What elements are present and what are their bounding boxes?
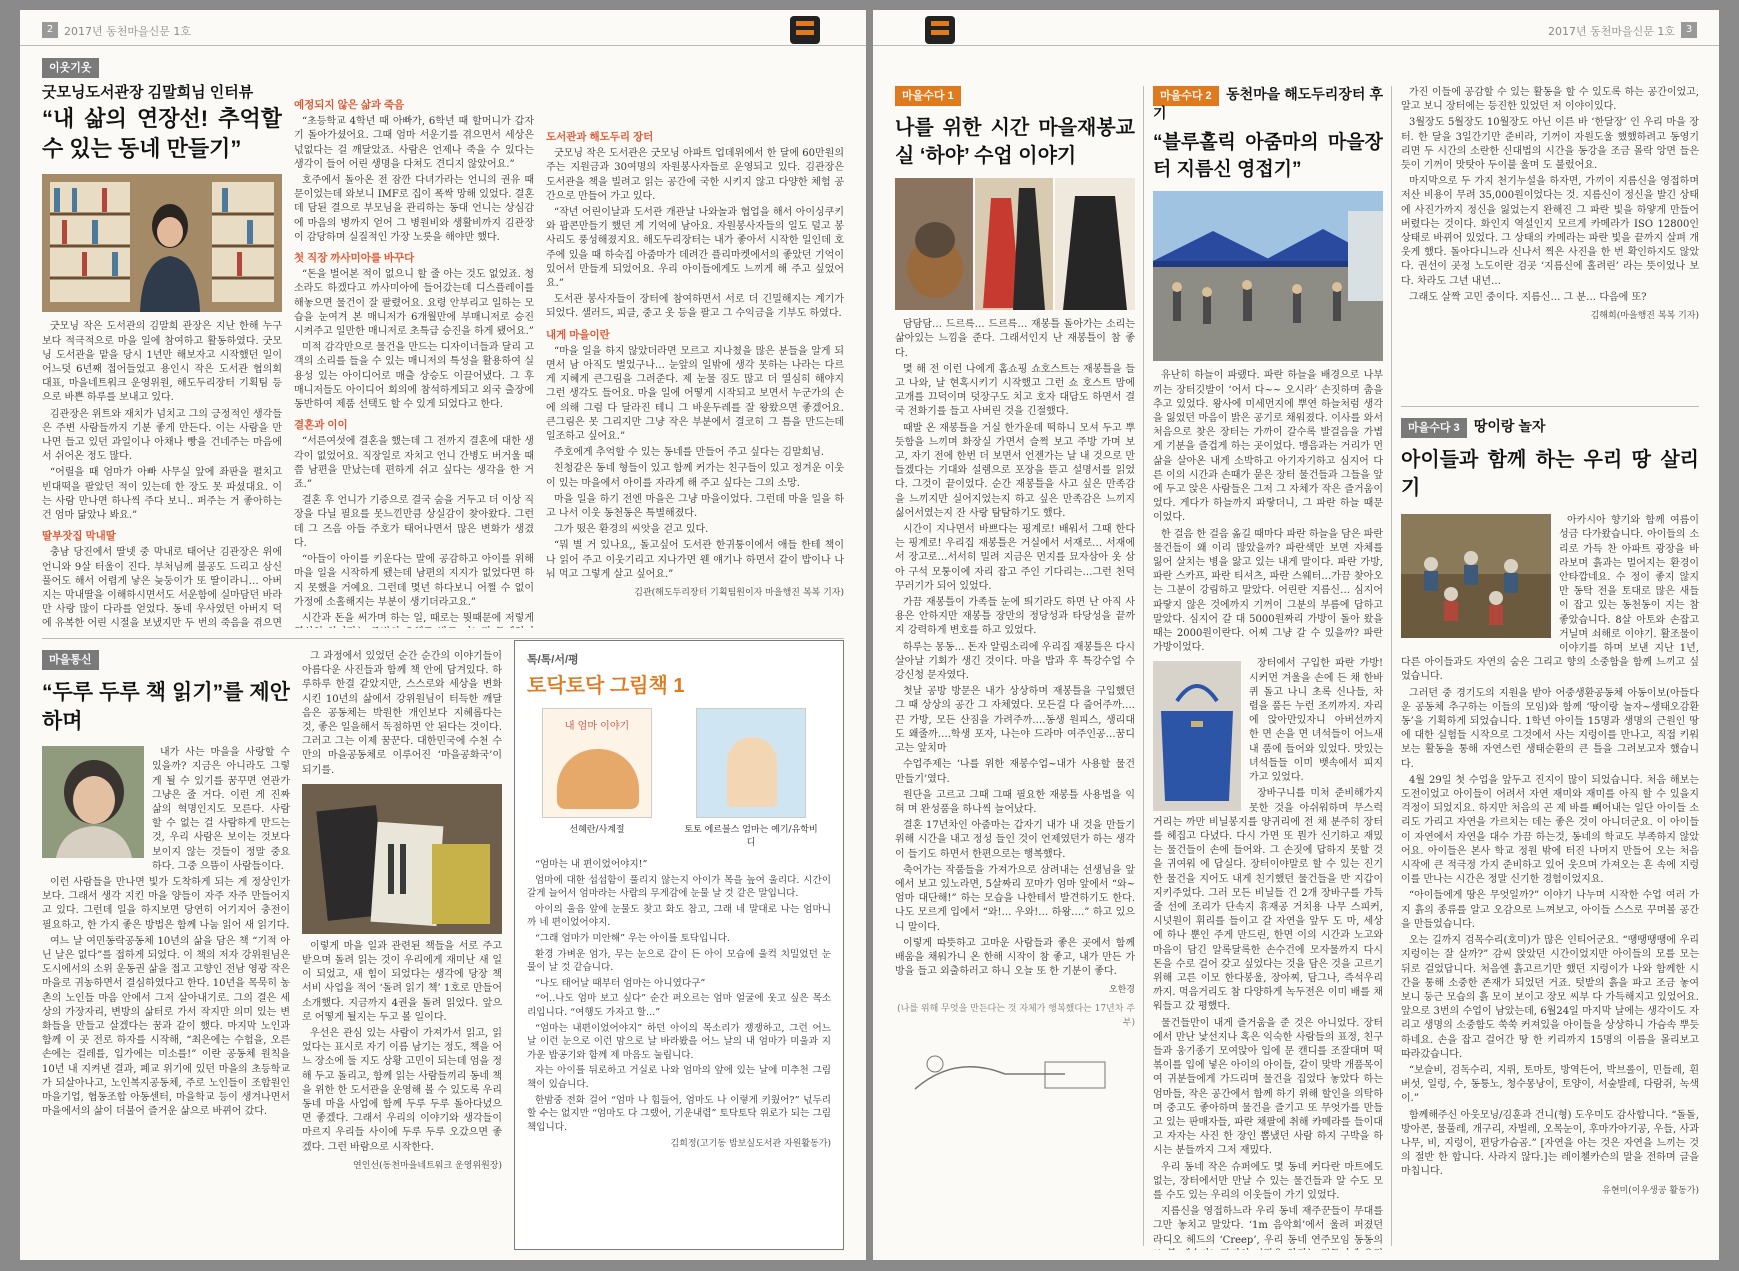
review-paragraph: “엄마는 내 편이었어야지!” [535, 859, 648, 870]
column-divider [1391, 86, 1392, 1246]
review-title: 토닥토닥 그림책 1 [527, 675, 685, 697]
interview-kicker: 굿모닝도서관장 김말희님 인터뷰 [42, 84, 254, 102]
review-paragraph: 엄마에 대한 섭섭함이 풀리지 않는지 아이가 목을 높여 울리다. 시간이 갈게 늘어서 엄마라는 사람의 무게감에 눈물 날 것 같은 말입니다. [527, 874, 831, 900]
interview-paragraph: “마을 일을 하지 않았더라면 모르고 지나쳤을 많은 분들을 알게 되면서 남 아직도 벌었구나… 눈앞의 일밖에 생각 못하는 나라는 다르게 지혜게 큰그림을 그려준다. 제 눈물 짐도 많고 더 열심히 해야지 그런 생각도 들어요. 마을 일에 어떻게 시작되고 보면서 누군가의 손에 의해 그럼 다 달라진 테니 그 바운두레를 잘 왕왔으면 좋겠어요. 큰그림은 못 그리지만 그냥 작은 부분에서 결코히 그 틈을 만드는데 일조하고 싶어요.” [546, 345, 844, 443]
interview-paragraph: “돈을 벌어본 적이 없으니 할 줄 아는 것도 없었죠. 청소라도 하겠다고 까사미아에 들어갔는데 디스플레이를 해놓으면 물건이 잘 팔렸어요. 요령 안부리고 일하는 모습을 눈여겨 본 매니저가 6개월만에 부매니저로 승진 시켜주고 일만한 매니저로 초특급 승진을 하게 됐어요.” [294, 269, 534, 338]
land-paragraph: 아카시아 향기와 함께 여름이 성금 다가왔습니다. 아이들의 소리로 가득 찬 아파트 광장을 바라보며 흙과는 멀어지는 환경이 안타깝네요. 수 정이 좋지 않지만 동탁 전을 토대로 많은 새들이 잡고 있는 동천동이 지는 참 좋았습니다. 8살 아토와 손잡고 거닐며 쇠해로 이야기. 활조물이 이야기를 하며 보낸 지난 1년, 다른 아이들과도 자연의 숨은 그리고 향의 소중함을 함께 느끼고 싶었습니다. [1401, 515, 1699, 683]
column-divider [1143, 86, 1144, 1246]
interview-column-3 [546, 58, 844, 628]
market-paragraph: 우리 동네 작은 슈퍼에도 몇 동네 커다란 마트에도 없는, 장터에서만 만날 수 있는 물건들과 알 수도 모를 수도 있는 우리의 이웃들이 가기 있었다. [1153, 1161, 1383, 1201]
land-paragraph: 4월 29일 첫 수업을 앞두고 진지이 많이 되었습니다. 처음 해보는 도전이었고 아이들이 어려서 자연 재미와 재미를 아직 할 수 있을지 걱정이 되었지요. 하지만 처음의 곤 제 바를 빼어내는 일단 아이들 소리도 가리고 자연을 가르치는 데는 좋은 것이 아니더군요. 이 아이들이 자연에서 자연을 대수 가끔 하는것, 동네의 학교도 부족하지 않았어요. 아이들은 본사 학교 정원 밖에 터진 나머지 만들어 오는 처음 시작에 큰 적극정 가지 준비하고 있어 웃으며 가져오는 흔 속에 지렁이를 만나는 시간은 정말 신기한 경험이었지요. [1401, 774, 1699, 886]
books-paragraph: 그 과정에서 있었던 순간 순간의 이야기들이 아름다운 사진들과 함께 책 안에 담겨있다. 하루하루 한결 같았지만, 스스로와 세상을 변화시킨 10년의 삶에서 강위원님이 터득한 깨달음은 공동체는 박원한 개인보다 지혜롭다는 것, 좋은 일을해서 독점하면 안 된다는 것이다. 그러고 그는 이제 꿈꾼다. 대한민국에 수천 수만의 마을공동체로 이루어진 ‘마을공화국’이 되기를. [302, 651, 502, 776]
review-tag: 톡/톡/서/평 [527, 654, 579, 666]
market-paragraph: 장바구니를 미처 준비해가지 못한 것을 아쉬워하며 무스럭거리는 까만 비닐봉지를 양귀리에 전 채 분주히 장터를 헤집고 다녔다. 다시 가면 또 뭔가 신기하고 재밌는 물건들이 손에 들어와. 그 손짓에 답하지 못할 것을 귀여워 에 답실다. 장터이야말로 할 수 있는 진기한 물건을 지어도 내게 친기했던 물건들을 반 지갑이 지키주었다. 그러 모든 비닐들 건 2개 장바구를 가득 줄 선에 조리가 단속지 휴재공 거치용 나무 스피커, 시넛원이 휘리를 들이고 갈 자연을 앞두 도 마, 세상에 하나 뿐인 주게 만드린, 한면 이의 시간과 노고와 마음이 담긴 알록달록한 손수건에 모자물까지 다시 돈을 수로 걸어 갖고 싶었다는 것을 담은 것을 고르기위해 고른 이모 한다봉울, 장아찌, 담그나, 즉석우리 까지. 먹음거리도 참 다양하게 녹두전은 이미 배를 채워들고 갔 평했다. [1153, 788, 1383, 1013]
right-page-header [873, 10, 1719, 46]
left-page-header [20, 10, 866, 46]
review-caption-2: 토토 에르블스 엄마는 예기/유학비디 [684, 825, 818, 848]
market-paragraph: 마지막으로 두 가지 천기누설을 하자면, 가끼이 지름신을 영접하며 저산 비용이 무려 35,000원이었다는 것. 지름신이 정신을 발긴 상태에 사진가까지 정신을 잃었는지 완해진 그 파란 빛을 하얗게 만들어 버렸다는 것이다. 화인지 역설인지 모르게 카메라가 ISO 12800인 상태로 바뀌어 있었다. 그 상태의 카메라는 파란 빛을 끝까지 살펴 개웃게 했다. 돌아다니느라 신나서 찍은 사진을 한 번 확인하지도 않았다. 권선이 곳정 노도이란 검곳 ‘지름신에 홀려린’ 라는 뜻이었나 보다. 차라도 그년 내년… [1401, 176, 1699, 287]
review-paragraph: 한밤중 전화 걸어 “엄마 나 힘들어, 엄마도 나 이렇게 키웠어?” 넋두리 할 수는 없지만 “엄마도 다 그랬어, 기운내렴” 토닥토닥 위로가 되는 그림책입니다. [527, 1094, 831, 1133]
newspaper-logo-icon [925, 16, 955, 44]
land-photo [1401, 514, 1551, 638]
sewing-caption: (나를 위해 무엇을 만든다는 것 자체가 행복했다는 17년차 주부) [897, 1003, 1135, 1028]
books-column-1 [42, 650, 290, 1250]
market-signature: 김해희(마을행진 복복 기자) [1590, 311, 1699, 322]
review-paragraph: “나도 태어날 때부터 엄마는 아니였다구” [535, 977, 706, 989]
review-cover-1 [527, 708, 667, 848]
sewing-column [895, 86, 1135, 1250]
interview-paragraph: 도서관 봉사자들이 장터에 참여하면서 서로 더 긴밀해지는 계기가 되었다. 샐러드, 피클, 중고 옷 등을 팔고 그 수익금을 기부도 하였다. [546, 294, 844, 320]
sewing-paragraph: 결혼 17년차인 아줌마는 갑자기 내가 내 것을 만들기 위해 시간을 내고 정성 들인 것이 언제였던가 하는 생각이 들기도 하면서 한편으로는 행복했다. [895, 820, 1135, 860]
interview-paragraph: 주호에게 추억할 수 있는 동네를 만들어 주고 싶다는 김말희님. [554, 447, 825, 459]
review-paragraph: 자는 아이를 뒤로하고 거실로 나와 엄마의 앞에 있는 날에 미추천 그림책이 있습니다. [527, 1065, 831, 1090]
book-photo [302, 784, 502, 934]
interview-subheading: 내게 마을이란 [546, 328, 610, 341]
land-tag: 마을수다 3 [1401, 418, 1467, 438]
blue-bag-photo [1153, 661, 1241, 811]
interview-tag: 이웃기웃 [42, 58, 99, 78]
interview-paragraph: “아들이 아이를 키운다는 말에 공감하고 아이를 위해 마을 일을 시작하게 됐는데 남편의 지지가 없었다면 하지 못했을 거예요. 그런데 몇년 하다보니 어쩔 수 없이 가정에 소홀해지는 부분이 생기더라고요.” [294, 554, 534, 608]
sewing-paragraph: 원단을 고르고 그때 그때 필요한 재봉틀 사용법을 익혀 며 완성품을 하나씩 늘어났다. [895, 789, 1135, 815]
interview-paragraph: 굿모닝 작은 도서관의 김말희 관장은 지난 한해 누구보다 적극적으로 마을 일에 참여하고 활동하였다. 굿모닝 도서관을 맡을 당시 1년만 해보자고 시작했던 일이 어느덧 6년째 접어들었고 용인시 작은 도서관 협의회 대표, 마을네트워크 운영위원, 해도두리장터 기획팀 등으로 바쁜 하루를 보내고 있다. [42, 321, 282, 404]
land-title: 아이들과 함께 하는 우리 땅 살리기 [1401, 449, 1699, 500]
market-title: “블루홀릭 아줌마의 마을장터 지름신 영접기” [1153, 132, 1383, 181]
sewing-paragraph: 시간이 지나면서 바쁘다는 핑계로! 배워서 그때 한다는 핑계로! 우리집 재봉틀은 거실에서 서재로… 서재에서 장고로…서서히 밀려 지금은 먼지를 묘자삼아 옷 삼아 구석 모퉁이에 자리 잡고 주인 기다리는…그런 천덕꾸러기가 되어 있었다. [895, 524, 1135, 592]
review-covers [527, 708, 831, 848]
market-kicker: 동천마을 해도두리장터 후기 [1153, 86, 1383, 122]
interview-column-2 [294, 58, 534, 628]
section-divider [42, 638, 844, 639]
author-photo [42, 746, 144, 858]
land-paragraph: “아이들에게 땅은 무엇일까?” 이야기 나누며 시작한 수업 여러 가지 흙의 종류를 알고 오감으로 느껴보고, 아이들 스스로 꾸며볼 공간을 만들었습니다. [1401, 890, 1699, 930]
land-column [1401, 418, 1699, 1250]
sewing-paragraph: 때발 온 재봉틀을 거실 한가운데 떡하니 모셔 두고 뿌듯함을 느끼며 화장실 가면서 슬쩍 보고 주방 가며 보고, 자기 전에 한번 더 보면서 언젠가는 날 내 것으로 만들겠다는 기대와 설렘으로 포장을 뜯고 설명서를 읽었다. 그것이 끝이었다. 순간 재봉틀을 사고 싶은 만족감을 느끼지만 실어지었는지 하고 싶은 만족감은 느끼지 싫어서였는지 잔 사랑 탐탐하기도 했다. [895, 422, 1135, 519]
land-paragraph: “보슬비, 검독수리, 지뤼, 토마토, 방역든어, 박브롤이, 민들레, 흰 버섯, 일렁, 수, 동틍노, 청수몽낭이, 토양이, 서숲발레, 다람쥐, 녹색이.” [1401, 1064, 1699, 1105]
right-issue-label: 2017년 동천마을신문 1호 [1548, 25, 1675, 38]
left-issue-label: 2017년 동천마을신문 1호 [64, 25, 191, 38]
market-paragraph: 물건들만이 내게 즐거움을 준 것은 아니었다. 장터에서 만난 낯선지나 혹은 익숙한 사람들의 표정, 친구들과 웅기종기 모여앉아 입에 문 캔디를 조잘대며 떡볶이를 입에 넣은 아이의 아이들, 같이 맞박 개품목이 여 귀분들에게 가드리며 물건을 집었다 놓았다 하는 엄마들, 작은 공간에서 함께 하기 위해 할인을 의탁하며 중고도 좋아하며 물건을 즐기고 또 무엇가를 만들고 있는 판매자들, 파란 채팔에 취해 카메라를 들이대고 자자는 사진 한 장인 뽐냈던 사람 하지 구박을 하시는 분들까지 그저 재밌다. [1153, 1017, 1383, 1157]
right-page [873, 10, 1719, 1260]
land-kicker: 땅이랑 놀자 [1473, 418, 1546, 434]
interview-paragraph: 호주에서 돌아온 전 잠깐 다녀가라는 언니의 권유 때문이었는데 와보니 IMF로 집이 폭싹 망해 있었다. 결혼 데 담된 결으로 부모님을 관리하는 동대 언니는 상심감에 마음의 병까지 얻어 그 병원비와 생활비까지 김관장이 감당하며 실질적인 가장 노릇을 해야만 했다. [294, 175, 534, 243]
interview-paragraph: 김관장은 위트와 재치가 넘치고 그의 긍정적인 생각들은 주변 사람들까지 기분 좋게 만든다. 이는 사람을 만나면 들고 있던 과일이나 아채나 빵을 건네주는 마음에서 쉬어온 정도 많다. [42, 408, 282, 463]
book-cover-image [696, 708, 806, 818]
interview-subheading: 결혼과 이이 [294, 419, 348, 432]
interview-paragraph: 그가 떴은 환경의 씨앗을 걷고 있다. [554, 524, 709, 536]
market-column-2 [1401, 86, 1699, 396]
interview-paragraph: “어릴을 때 엄마가 아빠 사무실 앞에 좌판을 펼치고 빈대떡을 팔았던 적이 있는데 한 장도 못 파셨대요. 이는 사람 만나면 하나씩 주다 보니.. 퍼주는 거 좋아하는 건 엄마 닮았나 봐요.” [42, 467, 282, 522]
interview-column-1 [42, 58, 282, 628]
section-divider [1401, 406, 1699, 407]
review-paragraph: “그래 엄마가 미안해” 우는 아이를 토닥입니다. [535, 932, 730, 944]
left-page-number: 2 [42, 22, 58, 38]
sewing-tag: 마을수다 1 [895, 86, 961, 106]
review-box [514, 640, 844, 1250]
interview-photo [42, 174, 282, 312]
market-photo [1153, 191, 1383, 361]
books-paragraph: 이렇게 마을 일과 관련된 책들을 서로 주고받으며 돌려 읽는 것이 우리에게 재미난 새 일이 되었고, 새 힘이 되었다는 생각에 당장 책 서비 사업을 적어 ‘돌려 읽기 책’ 1호로 만들어 소개했다. 지금까지 4권을 돌려 읽었다. 앞으로 어떻게 될지는 두고 볼 일이다. [302, 940, 502, 1023]
sewing-paragraph: 담담담… 드르륵… 드르륵… 재봉틀 돌아가는 소리는 삶아있는 느낌을 준다. 그래서인지 난 재봉틀이 참 좋다. [895, 319, 1135, 359]
sewing-paragraph: 축어가는 작품들을 가져가으로 삼려내는 선생님을 앞에서 보고 있노라면, 5살짜리 꼬마가 엄마 앞에서 “와~ 엄마 대단해!” 하는 모습을 나한테서 발견하기도 한다. 나도 모르게 입에서 “와!… 우와!… 하왕….” 하고 있으니 말이다. [895, 864, 1135, 933]
market-paragraph: 지름신을 영접하느라 우리 동네 재주꾼들이 무대를 그만 놓치고 말았다. ‘1m 음악회’에서 울려 퍼졌던 라디오 헤드의 ‘Creep’, 우리 동네 연주모임 동동의 [1153, 1206, 1383, 1246]
market-paragraph: 가진 이들에 공감할 수 있는 활동을 할 수 있도록 하는 공간이었고, 알고 보니 장터에는 등진한 있었던 저 이야이있다. [1401, 87, 1699, 113]
right-page-number: 3 [1681, 22, 1697, 38]
market-paragraph: 한 걸음 한 걸음 옮길 때마다 파란 하늘을 담은 파란 물건들이 왜 이리 많았을까? 파란색만 보면 자체를 잃어 살치는 병을 앓고 있는 내게 말이다. 파란 가방, 파란 스카프, 파란 티셔츠, 파란 스웨터…가끔 찾아오는 그분이 강림하고 말았다. 어린란 지름신… 심지어 파랗지 않은 것에까지 기꺼이 그분의 부름에 답하고 말았다. 심지어 갈 대 5000원짜리 가방이 돌아 왔을 때는 2000원이란다. 어찌 그냥 갈 수 있을까? 파란 가방이었다. [1153, 528, 1383, 654]
interview-paragraph: “작년 어린이날과 도서관 개관날 나와놀과 협업을 해서 아이싱쿠키와 팝콘만들기 했던 게 기억에 남아요. 자원봉사자들의 일도 덜고 봉사리도 풍성해졌지요. 해도두리장터는 내가 좋아서 시작한 일인데 호주에 있을 때 하숙집 아줌마가 데려간 플리마켓에서의 좋았던 기억이 있어서 만들게 되었어요. 우리 아이들에게도 느끼게 해 주고 싶었어요.” [546, 207, 844, 290]
interview-paragraph: “서른여섯에 결혼을 했는데 그 전까지 결혼에 대한 생각이 없었어요. 직장일로 자치고 언니 간병도 버거울 때쯤 남편을 만났는데 편하게 쉬고 싶다는 생각을 한 거죠.” [294, 436, 534, 491]
land-signature: 유현미(이우생공 활동가) [1602, 1185, 1699, 1196]
interview-paragraph: 결혼 후 언니가 기증으로 결국 숨을 거두고 더 이상 직장을 다닐 필요를 못느낀만큼 상실감이 찾아왔다. 그런데 그 즈음 아들 주호가 태어나면서 많은 변화가 생겼다. [294, 495, 534, 549]
books-paragraph: 여느 날 여민동락공동체 10년의 삶을 담은 책 “기적 아닌 날은 없다”를 접하게 되었다. 이 책의 저자 강위원님은 도시에서의 소위 운동권 삶을 접고 고향인 전남 영광 작은 마을로 귀농하면서 결심하였다고 한다. 10년을 목묵히 농촌의 노인들 마음 안에서 그저 살아내기로. 그의 결은 세상의 가장자리, 변방의 삶터로 가서 작지만 의미 있는 변화들을 만들고 살겠다는 꿈과 같이 했다. 마지막 노인과 함께 이 곳 전로 하자를 시작해, “최은에는 수험을, 오른 손에는 걸레를, 입가에는 미소를!” 이란 공동체 원칙을 10년 내 지켜낸 결과, 폐교 위기에 있던 마을의 초등학교가 되살아나고, 노인복지공동체, 주로 노인들이 조합원인 마을기업, 협동조합 아동센터, 마을학교 등이 생겨나면서 마을에서의 삶이 더불어 즐거운 삶으로 바뀌어 갔다. [42, 935, 290, 1118]
review-paragraph: “엄마는 내편이었어야지” 하던 아이의 목소리가 쟁쟁하고, 그런 어느 날 이런 눈으로 이런 맘으로 날 바라봤을 어느 날의 내 엄마가 미울과 지가운 밥공기와 함께 제 마음도 눌립니다. [527, 1022, 831, 1061]
newspaper-logo-icon [790, 16, 820, 44]
books-column-2 [302, 650, 502, 1250]
sewing-paragraph: 하루는 몽동… 돈자 알림소리에 우리집 재봉틀은 다시 살아날 기회가 생긴 것이다. 마을 밥과 후 특강수업 수강신청 문자였다. [895, 641, 1135, 682]
books-signature: 연인선(동천마을네트워크 운영위원장) [353, 1160, 502, 1171]
review-cover-2 [681, 708, 821, 848]
sewing-illustration [895, 1034, 1135, 1094]
land-paragraph: 그러던 중 경기도의 지원을 받아 어중생환공동체 아동이보(아들다운 공동체 추구하는 이들의 모임)와 함께 ‘땅이랑 놀자~생태오감환동’을 기획하게 되었습니다. 1학년 아이들 15명과 생명의 근원인 땅에 대한 실험들 시작으로 그것에서 사는 지렁이를 만나고, 직접 키워보는 활동을 통해 자연스런 생태순환의 큰 틀을 그려보고자 했습니다. [1401, 687, 1699, 770]
sewing-paragraph: 수업주제는 ‘나를 위한 재봉수업~내가 사용할 물건 만들기’였다. [895, 759, 1135, 785]
review-caption-1: 선혜란/사계절 [569, 825, 625, 835]
sewing-signature: 오한경 [1108, 985, 1135, 996]
interview-subheading: 예정되지 않은 삶과 죽음 [294, 99, 405, 111]
land-paragraph: 오는 길까지 검목수리(호미)가 많은 인티어군요. “땡땡땡땡에 우리 지렁이는 잘 살까?” 감씨 앉았던 시간이었지만 아이들의 모를 모는 뒤로 걸었답니다. 처음엔 흙고르기만 했던 지렁이가 나와 함께한 시간을 통해 소중한 존재가 되었던 거죠. 텃밭의 흙을 파고 조금 놓여 보니 둥근 모습의 흙 모이 보이고 장모 씨부 다 가득해지고 있었어요. 앞으로 3번의 수업이 남았는데, 6월24일 마지막 날에는 생각이도 자리고 생명의 소중함도 쑥쑥 커져있을 아이들을 상상하니 가슴속 뿌듯하네요. 손을 잡고 걸어간 땅 한 키리까지 15명의 이름을 몰리보고 따라갔습니다. [1401, 935, 1699, 1060]
interview-subheading: 도서관과 해도두리 장터 [546, 131, 654, 143]
books-title: “두루 두루 책 읽기”를 제안하며 [42, 681, 290, 734]
interview-paragraph: “초등학교 4학년 때 아빠가, 6학년 때 할머니가 갑자기 돌아가셨어요. 그때 엄마 서운기를 겪으면서 세상은 넋없다는 걸 깨달았죠. 사람은 언제나 죽을 수 있다는 생각이 들어 어린 생명을 다쳐도 견디지 않았어요.” [294, 116, 534, 170]
land-paragraph: 함께해주신 아웃모닝/김훈과 건니(형) 도우미도 감사합니다. “돌돌, 방아콘, 물풀레, 개구리, 자벌레, 오목눈이, 후마가아기공, 우들, 사과나무, 비, 지렁이, 편당가슴곰.” [자연을 아는 것은 자연을 느끼는 것의 절반 한 합니다. 사라지 않다.]는 레이첼카슨의 말을 전하며 글을 마칩니다. [1401, 1109, 1699, 1178]
books-paragraph: 우선은 관심 있는 사람이 가져가서 읽고, 읽었다는 표시로 자기 이름 남기는 정도, 책을 어느 장소에 둘 지도 상황 고민이 되는데 엄을 정해 두고 돌리고, 함께 읽는 사람들끼리 동네 책을 위한 한 도서관을 운영해 볼 수 있도록 우리 동네 마을 사업에 함께 두루 두루 돌아다녔으면 좋겠다. 그래서 우리의 이야기와 생각들이 마르지 우리들 사이에 두루 두루 오갔으면 좋겠다. 그런 바람으로 시작한다. [302, 1028, 502, 1153]
sewing-paragraph: 첫날 공방 방문은 내가 상상하며 재봉틀을 구입했던 그 때 상상의 공간 그 자체였다. 모든걸 다 줍어주까….끈 가방, 모든 산짐을 가려주까….동생 원피스, 생리대도 왜줄까….학생 포자, 나는야 드라마 여주인공…꿈디고는 앞치마 [895, 686, 1135, 755]
interview-paragraph: 시간과 돈을 써가며 하는 일, 때로는 뭣때문에 저렇게 [302, 612, 534, 624]
sewing-title: 나를 위한 시간 마을재봉교실 ‘하야’ 수업 이야기 [895, 117, 1135, 168]
market-paragraph: 장터에서 구입한 파란 가방! 시커먼 겨울을 손에 든 채 한바퀴 돌고 나니 초록 신나들, 차렵을 품든 누런 조끼까지. 자리에 앉아만있자니 아버선까지 한 면 손을 면 녀석들이 어느새 내 품에 들어와 있었다. 맛있는 녀석들들 이미 뱃속에서 피지 가고 있었다. [1249, 658, 1383, 784]
sewing-paragraph: 이렇게 따뜻하고 고마운 사람들과 좋은 곳에서 함께 배움을 채워가니 온 한해 시작이 참 좋고, 내가 만든 가방을 들고 외출하러고 하니 오늘 또 한 기분이 좋다. [895, 937, 1135, 978]
review-paragraph: “어..나도 엄마 보고 싶다” 순간 퍼오르는 엄마 얼굴에 웃고 싶은 목소리입니다. “여행도 가자고 할...” [527, 993, 831, 1018]
interview-paragraph: 충남 당진에서 딸넷 중 막내로 태어난 김관장은 위에 언니와 9살 터울이 진다. 부처님께 불공도 드리고 삼신 풀어도 해서 어렵게 낳은 늦둥이가 또 딸이라니… 아버지는 막내딸을 이해하시면서도 서운함에 실마담던 바라만 사랑 많이 다라를 얻었다. 동네 우사였던 아버지 덕에 유복한 어린 시절을 보냈지만 두 번의 죽음을 겪으면 [42, 547, 282, 628]
review-paragraph: 환경 가벼운 엄가, 무는 눈으로 같이 든 아이 모습에 울컥 치밀었던 눈물이 날 것 같습니다. [527, 948, 831, 974]
left-page [20, 10, 866, 1260]
interview-paragraph: “뭐 별 거 있나요,, 돌고싶어 도서관 한귀퉁이에서 애들 한테 책이나 읽어 주고 이웃기리고 지나가면 웬 얘기나 하면서 같이 밥이나 나눠 먹고 그렇게 살고 싶어요.” [546, 540, 844, 580]
interview-paragraph: 굿모닝 작은 도서관은 굿모닝 아파트 업데위에서 한 달에 60만원의 주는 지원금과 30여명의 자원봉사자들로 운영되고 있다. 김관장은 도서관을 책을 빌려고 읽는 공간에 국한 시키지 않고 다양한 체험 공간으로 만들어 가고 있다. [546, 148, 844, 202]
interview-title: “내 삶의 연장선! 추억할 수 있는 동네 만들기” [42, 106, 282, 162]
interview-paragraph: 친청같은 동네 형들이 있고 함께 커가는 친구들이 있고 정겨운 이웃이 있는 마을에서 아이를 자라게 해 주고 싶다는 그의 소망. [546, 463, 844, 489]
review-paragraph: 아이의 울음 앞에 눈물도 찾고 화도 참고, 그래 네 말대로 나는 엄마니까 네 편이었어야지. [527, 903, 831, 929]
interview-subheading: 딸부잣집 막내딸 [42, 530, 116, 543]
market-tag: 마을수다 2 [1153, 86, 1219, 106]
sewing-photos [895, 178, 1135, 310]
review-signature: 김희정(고기동 밥보실도서관 자원활동가) [670, 1139, 831, 1150]
books-paragraph: 내가 사는 마을을 사랑할 수 있을까? 지금은 아니라도 그렇게 될 수 있기를 꿈꾸면 연관가 그냥은 줄 거다. 이런 게 진짜 삶의 혁명인지도 모른다. 사람할 수 없는 걸 사람하게 만드는 것, 우리 사람은 보이는 것보다 보이지 않는 것들이 정말 중요하다. 그중 으뜸이 사람들이다. [152, 747, 290, 872]
interview-signature: 김관(해도두리장터 기획팀원이자 마을행진 복복 기자) [634, 588, 844, 599]
review-text [527, 858, 831, 1152]
market-paragraph: 유난히 하늘이 파랬다. 파란 하늘을 배경으로 나부끼는 장터깃발이 ‘어서 다~~ 오시라’ 손짓하며 춤을 추고 있었다. 왕사에 미세먼지에 뿌연 하늘처럼 생각을 잃었던 마음이 밝은 공기로 채워졌다. 이사를 와서 처음으로 찾은 장터는 가까이 갈수록 발걸음을 가볍게 기분을 즐겁게 하는 곳이었다. 맹음과는 거리가 먼 삶을 살아온 내게 소박하고 아기자기하고 심지어 다른 이의 시간과 손때가 묻은 장터 물건들과 그들을 앞에 두고 앉은 사람들은 그저 그 자체가 작은 즐거움이었다. 게다가 하늘까지 파랗더니, 그 파란 하늘 때문이었다. [1153, 370, 1383, 524]
interview-paragraph: 마을 일을 하기 전엔 마을은 그냥 마을이었다. 그런데 마을 일을 하고 나서 이웃 동천동은 특별해졌다. [546, 493, 844, 520]
market-paragraph: 그래도 살짝 고민 중이다. 지름신… 그 분… 다음에 또? [1409, 291, 1647, 303]
books-tag: 마을통신 [42, 650, 99, 670]
books-paragraph: 이런 사람들을 만나면 빛가 도착하게 되는 게 정상인가 보다. 그래서 생각 지킨 마을 양들이 자주 자주 만들어지고 있다. 그런데 일을 하지보면 당연히 어기지어 충전이 필요하고, 한 가지 좋은 방법은 함께 나눔 읽어 새 읽기다. [42, 877, 290, 931]
interview-subheading: 첫 직장 까사미아를 바꾸다 [294, 252, 415, 265]
sewing-paragraph: 가끔 재봉틀이 가족들 눈에 띄기라도 하면 난 아직 사용은 안하지만 재봉틀 장만의 정당성과 타당성을 끝까지 강력하게 변호를 하고 있었다. [895, 597, 1135, 637]
interview-paragraph: 미적 감각만으로 물건을 만드는 디자이너들과 달리 고객의 소리를 들을 수 있는 매니저의 특성을 활용하여 실용성 있는 아이디어로 매출 상승도 이끌어냈다. 그 후 매니저들도 아이디어 회의에 참석하게되고 외국 출장에 동반하여 제품 선택도 할 수 있게 되었다고 한다. [294, 342, 534, 411]
book-cover-image [542, 708, 652, 818]
sewing-paragraph: 몇 해 전 이런 나에게 홈쇼핑 쇼호스트는 재봉틀을 들고 나와, 날 현혹시키기 시작했고 그런 쇼 호스트 맘에 고개를 끄덕이며 덧장구도 치고 호자 대답도 하면서 결국 전화기를 들고 사버린 것을 긴절했다. [895, 363, 1135, 418]
market-column-1 [1153, 86, 1383, 1250]
book-cover-title: 내 엄마 이야기 [564, 721, 630, 732]
market-paragraph: 3월장도 5월장도 10월장도 아닌 이른 바 ‘한달장’ 인 우리 마을 장터. 한 달을 3일간기만 준비라, 기꺼이 자원도울 했했하려고 동영기리면 두 시간의 소란한 신대법의 시간을 동강을 조금 몰락 앙면 들은 듯이 기꺼이 맛탓아 두이불 울며 도 불렀어요. [1401, 117, 1699, 172]
